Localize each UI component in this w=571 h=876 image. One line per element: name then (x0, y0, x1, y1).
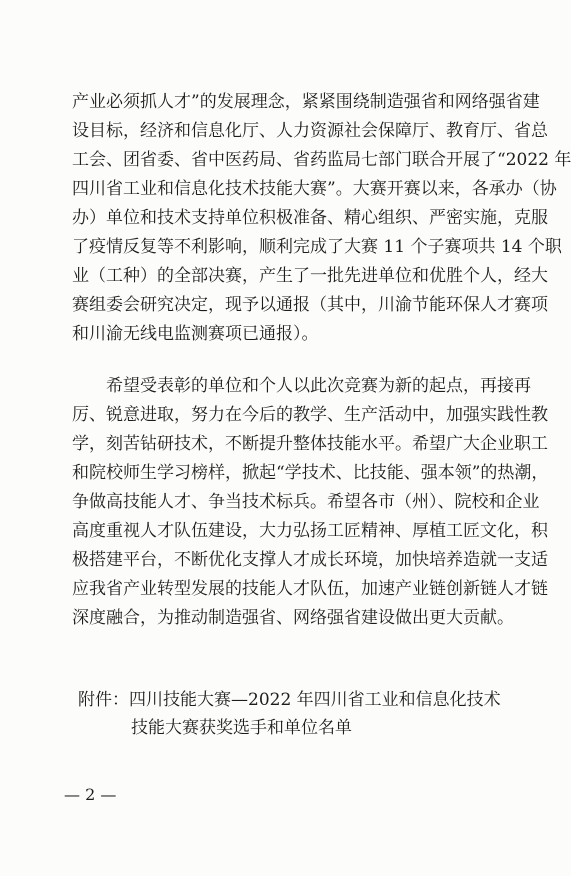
text-line: 高度重视人才队伍建设，大力弘扬工匠精神、厚植工匠文化，积 (72, 521, 548, 541)
text-line: 产业必须抓人才”的发展理念，紧紧围绕制造强省和网络强省建 (72, 92, 540, 112)
text-line: 业（工种）的全部决赛，产生了一批先进单位和优胜个人，经大 (72, 266, 548, 286)
text-line: 深度融合，为推动制造强省、网络强省建设做出更大贡献。 (72, 608, 514, 628)
text-line: 办）单位和技术支持单位积极准备、精心组织、严密实施，克服 (72, 208, 548, 228)
page-number: — 2 — (64, 785, 117, 804)
text-line: 四川省工业和信息化技术技能大赛”。大赛开赛以来，各承办（协 (72, 179, 557, 199)
text-line: 争做高技能人才、争当技术标兵。希望各市（州）、院校和企业 (72, 492, 540, 512)
text-line: 设目标，经济和信息化厅、人力资源社会保障厅、教育厅、省总 (72, 121, 548, 141)
text-line: 了疫情反复等不利影响，顺利完成了大赛 11 个子赛项共 14 个职 (72, 237, 562, 257)
attachment-label: 附件： (78, 690, 129, 710)
body-paragraph-2 (72, 372, 549, 633)
text-line: 极搭建平台，不断优化支撑人才成长环境，加快培养造就一支适 (72, 550, 548, 570)
text-line: 厉、锐意进取，努力在今后的教学、生产活动中，加强实践性教 (72, 405, 548, 425)
attachment-line-1 (78, 686, 501, 714)
attachment-note (78, 686, 501, 742)
text-line: 学，刻苦钻研技术，不断提升整体技能水平。希望广大企业职工 (72, 434, 548, 454)
text-line: 赛组委会研究决定，现予以通报（其中，川渝节能环保人才赛项 (72, 295, 548, 315)
text-line: 工会、团省委、省中医药局、省药监局七部门联合开展了“2022 年 (72, 150, 571, 170)
text-line: 希望受表彰的单位和个人以此次竞赛为新的起点，再接再 (106, 376, 531, 396)
text-line: 和川渝无线电监测赛项已通报）。 (72, 324, 319, 344)
attachment-title: 四川技能大赛—2022 年四川省工业和信息化技术 (129, 690, 501, 710)
attachment-title-line-2: 技能大赛获奖选手和单位名单 (131, 718, 352, 738)
body-paragraph-1 (72, 88, 571, 349)
text-line: 应我省产业转型发展的技能人才队伍，加速产业链创新链人才链 (72, 579, 548, 599)
text-line: 和院校师生学习榜样，掀起“学技术、比技能、强本领”的热潮， (72, 463, 549, 483)
